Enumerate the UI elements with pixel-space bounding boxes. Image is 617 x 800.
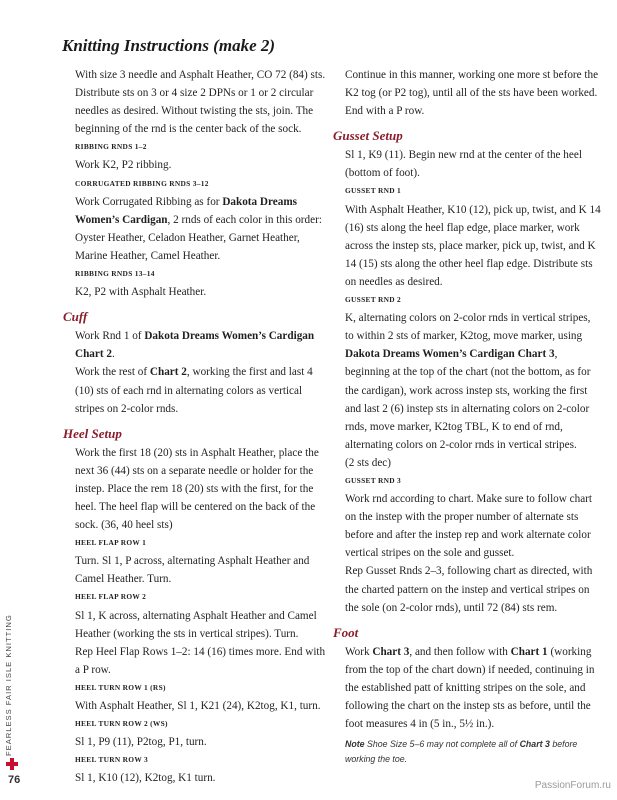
gusset-rnd1-label: GUSSET RND 1 — [345, 186, 402, 196]
cuff-paragraph-1 — [75, 327, 331, 363]
note-label: Note — [345, 739, 365, 750]
note-paragraph — [345, 737, 601, 767]
gusset-rnd3-text: Work rnd according to chart. Make sure to follow chart on the instep with the proper number of alternate sts before and after the instep rep and work alternate color vertical stripes on the sole and gusset. — [345, 493, 593, 560]
intro-paragraph: With size 3 needle and Asphalt Heather, CO 72 (84) sts. Distribute sts on 3 or 4 size 2 DPNs or 1 or 2 circular needles as desired. Without twisting the sts, join. The beginning of the rnd is the center back of the sock. — [75, 69, 326, 136]
gusset-repeat: Rep Gusset Rnds 2–3, following chart as directed, with the charted pattern on the instep and vertical stripes on the sole (on 2-color rnds), until 72 (84) sts rem. — [345, 565, 593, 614]
book-title-sidebar: FEARLESS FAIR ISLE KNITTING — [4, 614, 13, 756]
gusset-rnd2-label: GUSSET RND 2 — [345, 295, 402, 305]
page-number: 76 — [8, 774, 21, 786]
gusset-setup-text: Sl 1, K9 (11). Begin new rnd at the center of the heel (bottom of foot). — [345, 149, 582, 180]
ribbing2-text: K2, P2 with Asphalt Heather. — [75, 286, 207, 299]
foot-bold-1: Chart 3 — [372, 645, 410, 658]
foot-mid: , and then follow with — [409, 645, 511, 658]
heel-turn-row1-label: HEEL TURN ROW 1 (RS) — [75, 682, 166, 692]
gusset-rnd2-text — [345, 309, 601, 454]
heel-turn-row1-text: With Asphalt Heather, Sl 1, K21 (24), K2tog, K1, turn. — [75, 700, 321, 712]
heel-flap-row1-label: HEEL FLAP ROW 1 — [75, 538, 147, 548]
heel-flap-row1-text: Turn. Sl 1, P across, alternating Asphalt Heather and Camel Heather. Turn. — [75, 555, 310, 586]
ribbing-label: RIBBING RNDS 1–2 — [75, 142, 147, 152]
gusset-rnd2-post: , beginning at the top of the chart (not the bottom, as for the cardigan), work across instep sts, working the first and last 2 (6) instep sts in alternating colors on 2-color rnds, move marker, K2tog TBL, K to end of rnd, alternating colors on 2-color rnds in vertical stripes. — [345, 348, 591, 451]
foot-pre: Work — [345, 645, 373, 658]
heel-turn-row2-label: HEEL TURN ROW 2 (WS) — [75, 719, 168, 729]
cuff-p2-bold: Chart 2 — [149, 366, 187, 379]
gusset-rnd3-label: GUSSET RND 3 — [345, 475, 402, 485]
foot-paragraph — [345, 643, 601, 733]
corrugated-text-bold: Dakota Dreams Women’s Cardigan — [75, 195, 297, 226]
cuff-p1-pre: Work Rnd 1 of — [75, 330, 145, 343]
foot-heading: Foot — [333, 624, 359, 640]
left-column — [63, 66, 331, 787]
continue-paragraph: Continue in this manner, working one more st before the K2 tog (or P2 tog), until all of the sts have been worked. End with a P row. — [345, 69, 599, 118]
corrugated-text — [75, 193, 331, 265]
gusset-rnd1-text: With Asphalt Heather, K10 (12), pick up, twist, and K 14 (16) sts along the heel flap edge, place marker, work across the instep sts, place marker, pick up, twist, and K 14 (15) sts along the other heel flap edge. Distribute sts on needles as desired. — [345, 203, 601, 288]
heel-flap-row2-text: Sl 1, K across, alternating Asphalt Heather and Camel Heather (working the sts in vertical stripes). Turn. — [75, 609, 317, 640]
heel-flap-repeat: Rep Heel Flap Rows 1–2: 14 (16) times more. End with a P row. — [75, 645, 326, 676]
foot-post: (working from the top of the chart down) if needed, continuing in the established patt of knitting stripes on the sole, and following the chart on the instep sts as before, until the foot measures 4 in (5 in., 5½ in.). — [345, 645, 595, 731]
gusset-rnd2-pre: K, alternating colors on 2-color rnds in vertical stripes, to within 2 sts of marker, K2tog, move marker, using — [345, 312, 591, 343]
ribbing-text: Work K2, P2 ribbing. — [75, 159, 172, 172]
cuff-paragraph-2 — [75, 363, 331, 417]
watermark: PassionForum.ru — [534, 780, 611, 791]
ribbing2-label: RIBBING RNDS 13–14 — [75, 269, 155, 279]
cuff-heading: Cuff — [63, 309, 88, 325]
heel-setup-text: Work the first 18 (20) sts in Asphalt Heather, place the next 36 (44) sts on a separate needle or holder for the instep. Place the rem 18 (20) sts with the first, for the heel. The heel flap will be centered on the back of the sock. (36, 40 heel sts) — [75, 446, 319, 532]
heel-flap-row2-label: HEEL FLAP ROW 2 — [75, 592, 147, 602]
note-bold: Chart 3 — [519, 739, 550, 750]
red-cross-icon — [6, 758, 18, 770]
foot-bold-2: Chart 1 — [510, 645, 548, 658]
cuff-p2-pre: Work the rest of — [75, 366, 150, 379]
gusset-rnd2-dec: (2 sts dec) — [345, 456, 391, 469]
gusset-rnd2-bold: Dakota Dreams Women’s Cardigan Chart 3 — [345, 348, 555, 361]
page-title: Knitting Instructions (make 2) — [62, 36, 276, 55]
corrugated-label: CORRUGATED RIBBING RNDS 3–12 — [75, 178, 209, 188]
heel-turn-row3-label: HEEL TURN ROW 3 — [75, 755, 149, 765]
heel-setup-heading: Heel Setup — [63, 425, 122, 441]
heel-turn-row2-text: Sl 1, P9 (11), P2tog, P1, turn. — [75, 736, 207, 749]
cuff-p1-bold: Dakota Dreams Women’s Cardigan Chart 2 — [75, 330, 315, 361]
heel-turn-row3-text: Sl 1, K10 (12), K2tog, K1 turn. — [75, 772, 216, 785]
right-column — [333, 66, 601, 767]
gusset-setup-heading: Gusset Setup — [333, 128, 403, 144]
cuff-p2-post: , working the first and last 4 (10) sts of each rnd in alternating colors as vertical stripes on 2-color rnds. — [75, 366, 313, 415]
note-post: before working the toe. — [345, 739, 578, 765]
note-pre: Shoe Size 5–6 may not complete all of — [364, 739, 520, 750]
corrugated-text-post: , 2 rnds of each color in this order: Oyster Heather, Celadon Heather, Garnet Heather, Marine Heather, Camel Heather. — [75, 213, 322, 262]
corrugated-text-pre: Work Corrugated Ribbing as for — [75, 195, 223, 208]
cuff-p1-post: . — [111, 348, 115, 361]
